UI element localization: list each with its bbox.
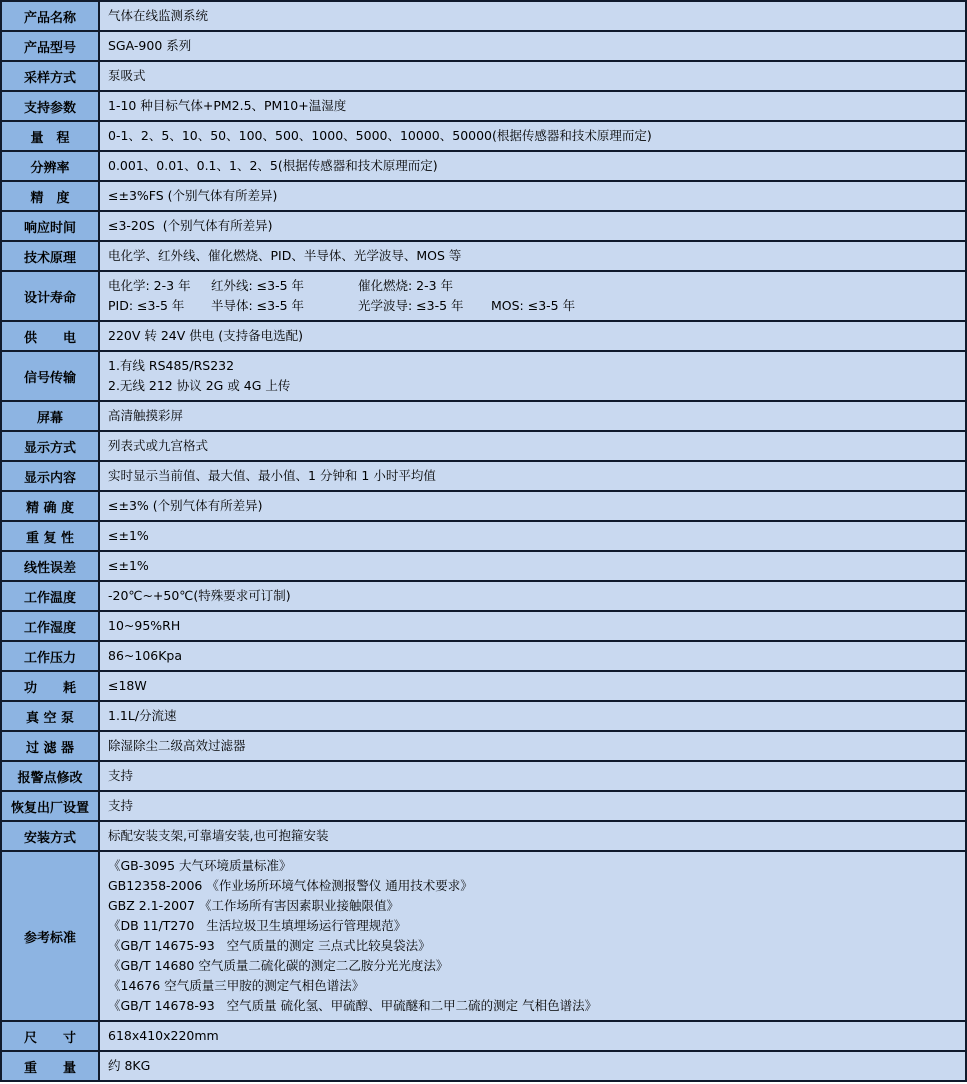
spec-value-line: [108, 296, 957, 316]
spec-value-line: 支持: [108, 768, 134, 783]
spec-row-label: 响应时间: [1, 211, 99, 241]
spec-row-value: [99, 1021, 966, 1051]
spec-row-label: 尺 寸: [1, 1021, 99, 1051]
spec-row-value: [99, 851, 966, 1021]
spec-value-line: ≤3-20S (个别气体有所差异): [108, 218, 273, 233]
spec-value-line: [108, 276, 957, 296]
spec-row: [1, 1, 966, 31]
spec-value-line: 实时显示当前值、最大值、最小值、1 分钟和 1 小时平均值: [108, 468, 436, 483]
spec-value-line: 《GB/T 14675-93 空气质量的测定 三点式比较臭袋法》: [108, 938, 431, 953]
spec-value-line: -20℃~+50℃(特殊要求可订制): [108, 588, 291, 603]
spec-row: [1, 271, 966, 321]
spec-row-value: [99, 671, 966, 701]
spec-row: [1, 491, 966, 521]
spec-row-value: [99, 491, 966, 521]
spec-value-line: 86~106Kpa: [108, 648, 183, 663]
spec-value-line: 泵吸式: [108, 68, 146, 83]
spec-value-line: 《GB/T 14678-93 空气质量 硫化氢、甲硫醇、甲硫醚和二甲二硫的测定 气相色谱法》: [108, 998, 598, 1013]
spec-row: [1, 1021, 966, 1051]
spec-row-value: [99, 821, 966, 851]
spec-row: [1, 641, 966, 671]
spec-row-label: 真 空 泵: [1, 701, 99, 731]
spec-row-label: 设计寿命: [1, 271, 99, 321]
spec-row: [1, 351, 966, 401]
spec-row-value: [99, 551, 966, 581]
spec-value-line: 0.001、0.01、0.1、1、2、5(根据传感器和技术原理而定): [108, 158, 438, 173]
spec-value-line: ≤18W: [108, 678, 147, 693]
spec-value-line: ≤±1%: [108, 528, 149, 543]
spec-row-value: [99, 521, 966, 551]
spec-value-segment: 红外线: ≤3-5 年: [211, 278, 305, 293]
spec-row-label: 安装方式: [1, 821, 99, 851]
spec-row-value: [99, 181, 966, 211]
spec-row-label: 工作压力: [1, 641, 99, 671]
spec-row-value: [99, 241, 966, 271]
spec-value-segment: 催化燃烧: 2-3 年: [358, 278, 454, 293]
spec-row: [1, 181, 966, 211]
spec-value-line: 标配安装支架,可靠墙安装,也可抱箍安装: [108, 828, 329, 843]
spec-value-line: SGA-900 系列: [108, 38, 192, 53]
spec-row: [1, 521, 966, 551]
spec-value-line: 618x410x220mm: [108, 1028, 219, 1043]
spec-value-segment: MOS: ≤3-5 年: [491, 298, 576, 313]
spec-value-line: ≤±3% (个别气体有所差异): [108, 498, 263, 513]
spec-row: [1, 611, 966, 641]
spec-row: [1, 671, 966, 701]
spec-row-label: 显示方式: [1, 431, 99, 461]
spec-value-line: 10~95%RH: [108, 618, 181, 633]
spec-value-line: 气体在线监测系统: [108, 8, 209, 23]
spec-row-label: 过 滤 器: [1, 731, 99, 761]
spec-row: [1, 31, 966, 61]
spec-value-line: GBZ 2.1-2007 《工作场所有害因素职业接触限值》: [108, 898, 399, 913]
spec-value-line: 支持: [108, 798, 134, 813]
spec-row: [1, 431, 966, 461]
spec-row-label: 信号传输: [1, 351, 99, 401]
spec-row-label: 量 程: [1, 121, 99, 151]
spec-row-label: 产品型号: [1, 31, 99, 61]
spec-row: [1, 701, 966, 731]
spec-row-value: [99, 401, 966, 431]
spec-row: [1, 401, 966, 431]
spec-row: [1, 551, 966, 581]
spec-row-label: 参考标准: [1, 851, 99, 1021]
spec-value-segment: 半导体: ≤3-5 年: [211, 298, 305, 313]
spec-row-value: [99, 1051, 966, 1081]
spec-value-line: 1.有线 RS485/RS232: [108, 358, 235, 373]
spec-row-value: [99, 611, 966, 641]
spec-row-label: 重 量: [1, 1051, 99, 1081]
spec-value-segment: PID: ≤3-5 年: [108, 298, 185, 313]
spec-row-value: [99, 351, 966, 401]
spec-value-line: 《14676 空气质量三甲胺的测定气相色谱法》: [108, 978, 365, 993]
spec-value-line: 2.无线 212 协议 2G 或 4G 上传: [108, 378, 291, 393]
spec-row-value: [99, 91, 966, 121]
spec-row: [1, 791, 966, 821]
spec-row: [1, 1051, 966, 1081]
spec-row-value: [99, 211, 966, 241]
spec-row: [1, 61, 966, 91]
spec-row-value: [99, 1, 966, 31]
spec-row: [1, 461, 966, 491]
spec-row-label: 重 复 性: [1, 521, 99, 551]
spec-value-segment: 光学波导: ≤3-5 年: [358, 298, 464, 313]
spec-row-value: [99, 761, 966, 791]
spec-row-value: [99, 791, 966, 821]
spec-value-line: 《GB-3095 大气环境质量标准》: [108, 858, 292, 873]
spec-value-line: 1-10 种目标气体+PM2.5、PM10+温湿度: [108, 98, 347, 113]
spec-row: [1, 241, 966, 271]
spec-row-label: 显示内容: [1, 461, 99, 491]
spec-value-line: 0-1、2、5、10、50、100、500、1000、5000、10000、50000(根据传感器和技术原理而定): [108, 128, 652, 143]
spec-row-label: 精 度: [1, 181, 99, 211]
spec-row-label: 工作温度: [1, 581, 99, 611]
spec-row-value: [99, 431, 966, 461]
spec-value-line: GB12358-2006 《作业场所环境气体检测报警仪 通用技术要求》: [108, 878, 473, 893]
spec-value-line: 《DB 11/T270 生活垃圾卫生填埋场运行管理规范》: [108, 918, 407, 933]
spec-row-label: 恢复出厂设置: [1, 791, 99, 821]
spec-row-label: 分辨率: [1, 151, 99, 181]
spec-row-label: 精 确 度: [1, 491, 99, 521]
spec-value-line: 高清触摸彩屏: [108, 408, 184, 423]
spec-value-line: 《GB/T 14680 空气质量二硫化碳的测定二乙胺分光光度法》: [108, 958, 449, 973]
spec-value-line: 电化学、红外线、催化燃烧、PID、半导体、光学波导、MOS 等: [108, 248, 462, 263]
spec-row: [1, 91, 966, 121]
spec-row: [1, 151, 966, 181]
spec-row-label: 工作湿度: [1, 611, 99, 641]
spec-row-value: [99, 151, 966, 181]
spec-row: [1, 821, 966, 851]
spec-row-value: [99, 271, 966, 321]
spec-value-line: 列表式或九宫格式: [108, 438, 209, 453]
spec-row: [1, 731, 966, 761]
spec-row: [1, 851, 966, 1021]
spec-row-label: 供 电: [1, 321, 99, 351]
spec-row-value: [99, 461, 966, 491]
spec-row: [1, 211, 966, 241]
spec-row-value: [99, 641, 966, 671]
spec-row-value: [99, 581, 966, 611]
spec-value-line: ≤±3%FS (个别气体有所差异): [108, 188, 278, 203]
spec-value-line: 除湿除尘二级高效过滤器: [108, 738, 246, 753]
spec-row-label: 采样方式: [1, 61, 99, 91]
spec-row-value: [99, 321, 966, 351]
spec-row-value: [99, 31, 966, 61]
spec-value-line: 约 8KG: [108, 1058, 151, 1073]
spec-row: [1, 581, 966, 611]
spec-row-label: 技术原理: [1, 241, 99, 271]
spec-row: [1, 321, 966, 351]
spec-row-label: 功 耗: [1, 671, 99, 701]
spec-value-segment: 电化学: 2-3 年: [108, 278, 191, 293]
spec-row: [1, 121, 966, 151]
spec-value-line: 1.1L/分流速: [108, 708, 177, 723]
spec-value-line: 220V 转 24V 供电 (支持备电选配): [108, 328, 304, 343]
spec-row-value: [99, 731, 966, 761]
spec-value-line: ≤±1%: [108, 558, 149, 573]
spec-row: [1, 761, 966, 791]
spec-row-value: [99, 121, 966, 151]
spec-row-value: [99, 61, 966, 91]
spec-row-label: 报警点修改: [1, 761, 99, 791]
spec-row-label: 屏幕: [1, 401, 99, 431]
spec-row-label: 产品名称: [1, 1, 99, 31]
spec-row-label: 支持参数: [1, 91, 99, 121]
spec-row-value: [99, 701, 966, 731]
spec-table-body: [1, 1, 966, 1081]
spec-row-label: 线性误差: [1, 551, 99, 581]
